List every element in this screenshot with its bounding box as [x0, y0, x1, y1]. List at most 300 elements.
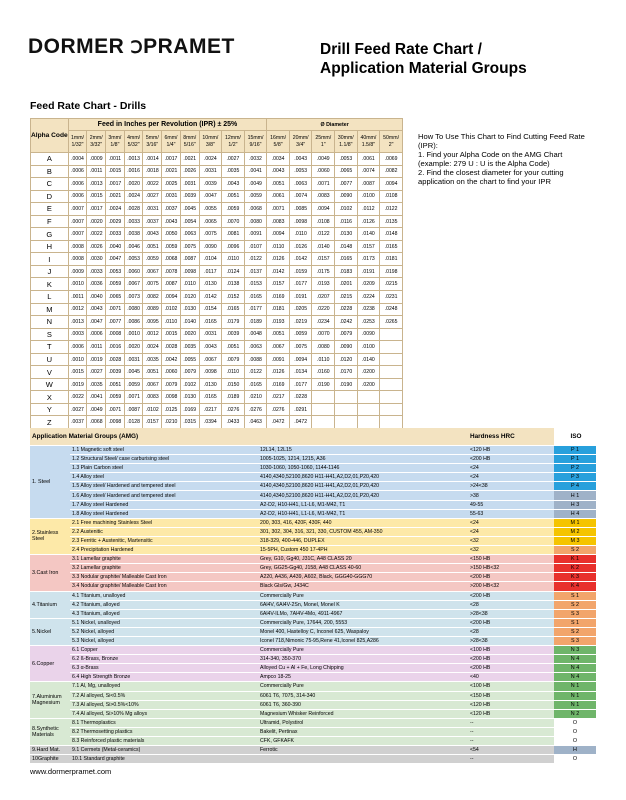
feed-value-cell: .0022 — [87, 228, 106, 241]
feed-value-cell: .0201 — [335, 278, 358, 291]
feed-value-cell: .0059 — [289, 328, 312, 341]
amg-row — [30, 700, 596, 709]
amg-iso-badge: H 3 — [554, 500, 596, 509]
how-to-step-2: 2. Find the closest diameter for your cutting application on the chart to find your IPR — [418, 168, 564, 186]
feed-value-cell: .0154 — [199, 303, 222, 316]
feed-value-cell: .0110 — [180, 278, 199, 291]
feed-value-cell: .0150 — [222, 378, 245, 391]
feed-value-cell: .0220 — [312, 303, 335, 316]
feed-value-cell: .0079 — [162, 378, 181, 391]
feed-value-cell: .0394 — [199, 416, 222, 429]
feed-value-cell: .0200 — [357, 378, 380, 391]
feed-value-cell: .0140 — [312, 240, 335, 253]
amg-subgroup: 3.2 Lamellar graphite — [70, 564, 258, 573]
amg-row — [30, 573, 596, 582]
feed-value-cell: .0063 — [244, 341, 267, 354]
amg-spacer — [536, 536, 554, 545]
amg-spacer — [536, 582, 554, 591]
feed-value-cell: .0117 — [199, 265, 222, 278]
feed-value-cell: .0110 — [222, 366, 245, 379]
diameter-metric: 15mm/ — [247, 135, 264, 141]
diameter-inch: 3/8" — [205, 141, 215, 148]
feed-value-cell: .0463 — [244, 416, 267, 429]
alpha-code-cell: K — [31, 278, 69, 291]
amg-examples: 6Al4V, 6Al4V-2Sn, Monel, Monel K — [258, 600, 468, 609]
feed-value-cell: .0082 — [380, 165, 403, 178]
amg-examples: Commercially Pure — [258, 646, 468, 655]
amg-spacer — [536, 564, 554, 573]
diameter-size-header — [162, 131, 181, 153]
feed-value-cell: .0031 — [143, 203, 162, 216]
feed-value-cell: .0142 — [267, 265, 290, 278]
diameter-inch: 3/4" — [296, 141, 306, 148]
diameter-size-header — [289, 131, 312, 153]
amg-hardness: <24 — [468, 518, 536, 527]
feed-value-cell: .0045 — [124, 366, 143, 379]
feed-value-cell: .0024 — [143, 341, 162, 354]
amg-spacer — [536, 691, 554, 700]
amg-spacer — [536, 500, 554, 509]
amg-header-row — [30, 428, 596, 446]
amg-row — [30, 491, 596, 500]
feed-value-cell: .0234 — [312, 316, 335, 329]
amg-group-name: 6.Copper — [30, 646, 70, 682]
feed-value-cell: .0024 — [199, 153, 222, 166]
feed-value-cell: .0015 — [162, 328, 181, 341]
amg-examples: 318-329, 400-446, DUPLEX — [258, 536, 468, 545]
amg-spacer — [536, 509, 554, 518]
feed-value-cell: .0059 — [106, 278, 125, 291]
footer-url: www.dormerpramet.com — [30, 767, 112, 776]
feed-value-cell: .0024 — [106, 203, 125, 216]
feed-value-cell: .0276 — [222, 403, 245, 416]
feed-value-cell — [335, 391, 358, 404]
amg-iso-badge: N 1 — [554, 691, 596, 700]
feed-value-cell: .0175 — [312, 265, 335, 278]
feed-rate-section-title: Feed Rate Chart - Drills — [30, 100, 147, 112]
amg-hardness: <150 HB — [468, 555, 536, 564]
feed-value-cell: .0219 — [289, 316, 312, 329]
amg-iso-badge: P 1 — [554, 446, 596, 455]
amg-group-name: 4.Titanium — [30, 591, 70, 618]
feed-value-cell: .0083 — [267, 215, 290, 228]
feed-row — [31, 153, 403, 166]
feed-row — [31, 215, 403, 228]
feed-value-cell: .0130 — [199, 278, 222, 291]
amg-group-name: 1. Steel — [30, 446, 70, 519]
feed-value-cell: .0179 — [222, 316, 245, 329]
feed-value-cell: .0029 — [106, 215, 125, 228]
amg-spacer — [536, 655, 554, 664]
amg-row — [30, 718, 596, 727]
amg-row — [30, 500, 596, 509]
amg-hardness: 55-63 — [468, 509, 536, 518]
feed-value-cell: .0177 — [289, 378, 312, 391]
feed-value-cell: .0026 — [87, 240, 106, 253]
feed-value-cell: .0030 — [87, 253, 106, 266]
diameter-metric: 1mm/ — [71, 135, 84, 141]
amg-iso-badge: O — [554, 718, 596, 727]
feed-value-cell: .0065 — [199, 215, 222, 228]
feed-value-cell: .0015 — [106, 165, 125, 178]
diameter-metric: 20mm/ — [292, 135, 309, 141]
amg-iso-badge: H 1 — [554, 491, 596, 500]
alpha-code-cell: Z — [31, 416, 69, 429]
amg-subgroup: 6.4 High Strength Bronze — [70, 673, 258, 682]
feed-value-cell: .0078 — [162, 265, 181, 278]
amg-hardness: >28<38 — [468, 636, 536, 645]
feed-value-cell: .0070 — [222, 215, 245, 228]
feed-value-cell: .0100 — [357, 341, 380, 354]
feed-value-cell: .0098 — [289, 215, 312, 228]
feed-value-cell: .0043 — [289, 153, 312, 166]
amg-spacer — [536, 737, 554, 746]
amg-hardness: 49-55 — [468, 500, 536, 509]
amg-iso-badge: M 1 — [554, 518, 596, 527]
amg-subgroup: 6.3 α-Brass — [70, 664, 258, 673]
feed-value-cell: .0013 — [68, 316, 87, 329]
feed-value-cell: .0055 — [199, 203, 222, 216]
feed-value-cell: .0007 — [68, 228, 87, 241]
feed-value-cell: .0165 — [244, 378, 267, 391]
diameter-inch: 3/32" — [90, 141, 103, 148]
feed-value-cell: .0079 — [335, 328, 358, 341]
amg-examples: 301, 302, 304, 316, 321, 330, CUSTOM 455, AM-350 — [258, 527, 468, 536]
feed-value-cell: .0126 — [267, 366, 290, 379]
feed-value-cell: .0006 — [68, 178, 87, 191]
feed-value-cell: .0037 — [162, 203, 181, 216]
feed-value-cell: .0077 — [106, 316, 125, 329]
amg-row — [30, 536, 596, 545]
amg-group-name: 3.Cast Iron — [30, 555, 70, 591]
amg-subgroup: 1.4 Alloy steel — [70, 473, 258, 482]
diameter-size-row — [31, 131, 403, 153]
amg-row — [30, 691, 596, 700]
feed-value-cell: .0021 — [162, 165, 181, 178]
amg-hardness: <200 HB — [468, 591, 536, 600]
feed-value-cell — [380, 403, 403, 416]
feed-value-cell: .0276 — [244, 403, 267, 416]
feed-value-cell: .0238 — [357, 303, 380, 316]
feed-value-cell: .0081 — [222, 228, 245, 241]
feed-row — [31, 291, 403, 304]
alpha-code-cell: F — [31, 215, 69, 228]
feed-value-cell: .0183 — [335, 265, 358, 278]
amg-subgroup: 2.1 Free machining Stainless Steel — [70, 518, 258, 527]
feed-value-cell: .0006 — [68, 190, 87, 203]
diameter-inch: 1.5/8" — [361, 141, 376, 148]
feed-value-cell: .0094 — [380, 178, 403, 191]
amg-examples: Commercially Pure — [258, 591, 468, 600]
diameter-metric: 50mm/ — [383, 135, 400, 141]
amg-examples: Alloyed Cu + Al + Fe, Long Chipping — [258, 664, 468, 673]
amg-subgroup: 3.4 Nodular graphite/ Malleable Cast Iron — [70, 582, 258, 591]
feed-value-cell: .0065 — [335, 165, 358, 178]
feed-value-cell — [335, 403, 358, 416]
feed-value-cell: .0035 — [87, 378, 106, 391]
amg-subgroup: 4.1 Titanium, unalloyed — [70, 591, 258, 600]
amg-hardness: <24 — [468, 464, 536, 473]
amg-row — [30, 737, 596, 746]
feed-value-cell: .0008 — [106, 328, 125, 341]
amg-subgroup: 7.1 Al, Mg, unalloyed — [70, 682, 258, 691]
feed-value-cell: .0094 — [289, 353, 312, 366]
diameter-inch: 1/32" — [71, 141, 84, 148]
feed-value-cell: .0039 — [106, 366, 125, 379]
feed-row — [31, 228, 403, 241]
amg-examples: Magnesium Whisker Reinforced — [258, 709, 468, 718]
feed-value-cell: .0021 — [106, 190, 125, 203]
feed-value-cell: .0191 — [289, 291, 312, 304]
feed-value-cell — [312, 391, 335, 404]
feed-value-cell: .0047 — [199, 190, 222, 203]
feed-value-cell — [380, 378, 403, 391]
feed-row — [31, 178, 403, 191]
amg-iso-badge: K 2 — [554, 564, 596, 573]
feed-value-cell: .0120 — [180, 291, 199, 304]
alpha-code-cell: M — [31, 303, 69, 316]
diameter-size-header — [143, 131, 162, 153]
amg-hardness: <200 HB — [468, 655, 536, 664]
feed-value-cell: .0036 — [87, 278, 106, 291]
feed-value-cell: .0102 — [162, 303, 181, 316]
amg-examples: 6Al4V-ILMo, 7Al4V-4Mo, 4911-4967 — [258, 609, 468, 618]
feed-table-body — [31, 153, 403, 429]
alpha-code-cell: E — [31, 203, 69, 216]
amg-row — [30, 518, 596, 527]
feed-value-cell: .0067 — [143, 378, 162, 391]
feed-value-cell: .0228 — [289, 391, 312, 404]
feed-value-cell: .0159 — [289, 265, 312, 278]
amg-subgroup: 9.1 Cermets (Metal-ceramics) — [70, 746, 258, 755]
feed-value-cell: .0068 — [244, 203, 267, 216]
feed-value-cell: .0060 — [312, 165, 335, 178]
amg-iso-badge: S 3 — [554, 609, 596, 618]
amg-examples — [258, 755, 468, 764]
feed-value-cell — [312, 403, 335, 416]
amg-hardness: <120 HB — [468, 446, 536, 455]
feed-value-cell: .0059 — [244, 190, 267, 203]
feed-value-cell: .0165 — [199, 391, 222, 404]
amg-subgroup: 1.7 Alloy steel Hardened — [70, 500, 258, 509]
amg-spacer — [536, 491, 554, 500]
feed-value-cell: .0074 — [289, 190, 312, 203]
amg-subgroup: 2.4 Precipitation Hardened — [70, 546, 258, 555]
amg-row — [30, 755, 596, 764]
feed-value-cell: .0210 — [162, 416, 181, 429]
amg-row — [30, 646, 596, 655]
amg-spacer — [536, 646, 554, 655]
feed-value-cell: .0061 — [357, 153, 380, 166]
feed-value-cell: .0122 — [244, 366, 267, 379]
feed-value-cell: .0049 — [312, 153, 335, 166]
feed-value-cell: .0110 — [289, 228, 312, 241]
amg-examples: Grey, G10, Gg40, J31C, A48 CLASS 20 — [258, 555, 468, 564]
feed-value-cell: .0110 — [312, 353, 335, 366]
alpha-code-cell: B — [31, 165, 69, 178]
feed-value-cell: .0017 — [162, 153, 181, 166]
amg-row — [30, 609, 596, 618]
feed-value-cell: .0217 — [199, 403, 222, 416]
amg-subgroup: 8.1 Thermoplastics — [70, 718, 258, 727]
how-to-panel — [418, 132, 588, 186]
feed-value-cell: .0130 — [199, 378, 222, 391]
amg-iso-badge: S 2 — [554, 627, 596, 636]
feed-value-cell: .0094 — [162, 291, 181, 304]
feed-value-cell — [380, 416, 403, 429]
feed-value-cell — [380, 328, 403, 341]
diameter-size-header — [222, 131, 245, 153]
feed-value-cell: .0067 — [124, 278, 143, 291]
amg-iso-badge: P 2 — [554, 464, 596, 473]
feed-value-cell: .0059 — [106, 391, 125, 404]
amg-hardness: <32 — [468, 536, 536, 545]
feed-row — [31, 253, 403, 266]
amg-subgroup: 6.1 Copper — [70, 646, 258, 655]
feed-value-cell: .0050 — [162, 228, 181, 241]
diameter-size-header — [199, 131, 222, 153]
feed-value-cell: .0070 — [312, 328, 335, 341]
feed-value-cell: .0248 — [380, 303, 403, 316]
amg-row — [30, 509, 596, 518]
feed-value-cell: .0110 — [222, 253, 245, 266]
amg-spacer — [536, 555, 554, 564]
amg-examples: A2-D2, H10-H41, L1-L6, M1-M42, T1 — [258, 500, 468, 509]
amg-examples: Ampco 18-25 — [258, 673, 468, 682]
amg-examples: Commercially Pure, 17644, 200, 5553 — [258, 618, 468, 627]
feed-value-cell: .0003 — [68, 328, 87, 341]
amg-row — [30, 746, 596, 755]
feed-value-cell: .0053 — [289, 165, 312, 178]
amg-examples: 6061 T6, 7075, 314-340 — [258, 691, 468, 700]
amg-subgroup: 8.3 Reinforced plastic materials — [70, 737, 258, 746]
feed-value-cell: .0068 — [162, 253, 181, 266]
feed-value-cell: .0069 — [380, 153, 403, 166]
feed-value-cell: .0085 — [289, 203, 312, 216]
title-line-2: Application Material Groups — [320, 60, 527, 77]
amg-examples: Ferrotic — [258, 746, 468, 755]
feed-value-cell: .0067 — [267, 341, 290, 354]
feed-value-cell: .0200 — [357, 366, 380, 379]
amg-examples: Bakelit, Pertinax — [258, 727, 468, 736]
amg-hardness: >28<38 — [468, 609, 536, 618]
diameter-size-header — [87, 131, 106, 153]
feed-value-cell: .0039 — [222, 328, 245, 341]
amg-row — [30, 709, 596, 718]
feed-value-cell: .0090 — [199, 240, 222, 253]
feed-row — [31, 265, 403, 278]
feed-value-cell: .0061 — [267, 190, 290, 203]
feed-value-cell: .0169 — [267, 291, 290, 304]
amg-hardness: <24 — [468, 473, 536, 482]
feed-value-cell: .0008 — [68, 240, 87, 253]
feed-value-cell: .0098 — [162, 391, 181, 404]
feed-value-cell: .0049 — [87, 403, 106, 416]
feed-value-cell: .0181 — [380, 253, 403, 266]
feed-value-cell: .0011 — [87, 165, 106, 178]
amg-iso-badge: H — [554, 746, 596, 755]
feed-value-cell: .0051 — [222, 190, 245, 203]
amg-group-name: 10Graphite — [30, 755, 70, 764]
feed-value-cell: .0231 — [380, 291, 403, 304]
amg-examples: 200, 303, 416, 420F, 430F, 440 — [258, 518, 468, 527]
feed-row — [31, 391, 403, 404]
amg-iso-header: ISO — [554, 428, 596, 446]
feed-value-cell: .0047 — [106, 253, 125, 266]
amg-iso-badge: S 1 — [554, 618, 596, 627]
feed-value-cell: .0006 — [68, 341, 87, 354]
amg-examples: Grey, GG25-Gg40, J158, A48 CLASS 40-60 — [258, 564, 468, 573]
feed-value-cell: .0128 — [124, 416, 143, 429]
feed-value-cell: .0015 — [87, 190, 106, 203]
amg-subgroup: 7.4 Al alloyed, Si>10% Mg alloys — [70, 709, 258, 718]
alpha-code-cell: D — [31, 190, 69, 203]
amg-hardness: <100 HB — [468, 646, 536, 655]
feed-value-cell: .0086 — [124, 316, 143, 329]
amg-hardness: <120 HB — [468, 709, 536, 718]
feed-value-cell: .0091 — [244, 228, 267, 241]
amg-spacer — [536, 618, 554, 627]
feed-row — [31, 203, 403, 216]
feed-value-cell: .0126 — [267, 253, 290, 266]
amg-iso-badge: N 2 — [554, 709, 596, 718]
diameter-inch: 5/16" — [183, 141, 196, 148]
amg-hardness: <54 — [468, 746, 536, 755]
feed-row — [31, 416, 403, 429]
amg-iso-badge: N 4 — [554, 655, 596, 664]
amg-row — [30, 564, 596, 573]
amg-spacer — [536, 727, 554, 736]
feed-value-cell: .0020 — [124, 341, 143, 354]
feed-value-cell: .0007 — [68, 215, 87, 228]
feed-value-cell: .0010 — [68, 278, 87, 291]
amg-spacer — [536, 600, 554, 609]
feed-value-cell: .0189 — [222, 391, 245, 404]
amg-row — [30, 482, 596, 491]
alpha-code-cell: W — [31, 378, 69, 391]
amg-hardness: <200 HB — [468, 664, 536, 673]
amg-examples: Iconel 718,Nimonic 75-95,Rene 41,Iconel 825,A286 — [258, 636, 468, 645]
feed-value-cell: .0043 — [222, 178, 245, 191]
feed-value-cell: .0098 — [180, 265, 199, 278]
feed-value-cell: .0138 — [222, 278, 245, 291]
amg-row — [30, 682, 596, 691]
feed-value-cell: .0011 — [68, 291, 87, 304]
feed-value-cell: .0055 — [180, 353, 199, 366]
amg-iso-badge: P 4 — [554, 482, 596, 491]
feed-value-cell: .0060 — [124, 265, 143, 278]
feed-value-cell: .0276 — [267, 403, 290, 416]
feed-value-cell: .0020 — [87, 215, 106, 228]
feed-value-cell: .0135 — [380, 215, 403, 228]
feed-value-cell: .0019 — [87, 353, 106, 366]
feed-value-cell: .0011 — [87, 341, 106, 354]
amg-spacer — [536, 664, 554, 673]
feed-value-cell: .0014 — [143, 153, 162, 166]
feed-value-cell — [357, 391, 380, 404]
amg-row — [30, 655, 596, 664]
feed-value-cell: .0095 — [143, 316, 162, 329]
feed-value-cell: .0040 — [106, 240, 125, 253]
feed-value-cell: .0094 — [312, 203, 335, 216]
amg-hardness: <200 HB — [468, 618, 536, 627]
feed-value-cell: .0031 — [199, 328, 222, 341]
feed-value-cell: .0433 — [222, 416, 245, 429]
amg-hardness: >24<38 — [468, 482, 536, 491]
alpha-code-cell: J — [31, 265, 69, 278]
feed-value-cell: .0134 — [289, 366, 312, 379]
brand-logo: DORMER ↃPRAMET — [28, 35, 235, 58]
